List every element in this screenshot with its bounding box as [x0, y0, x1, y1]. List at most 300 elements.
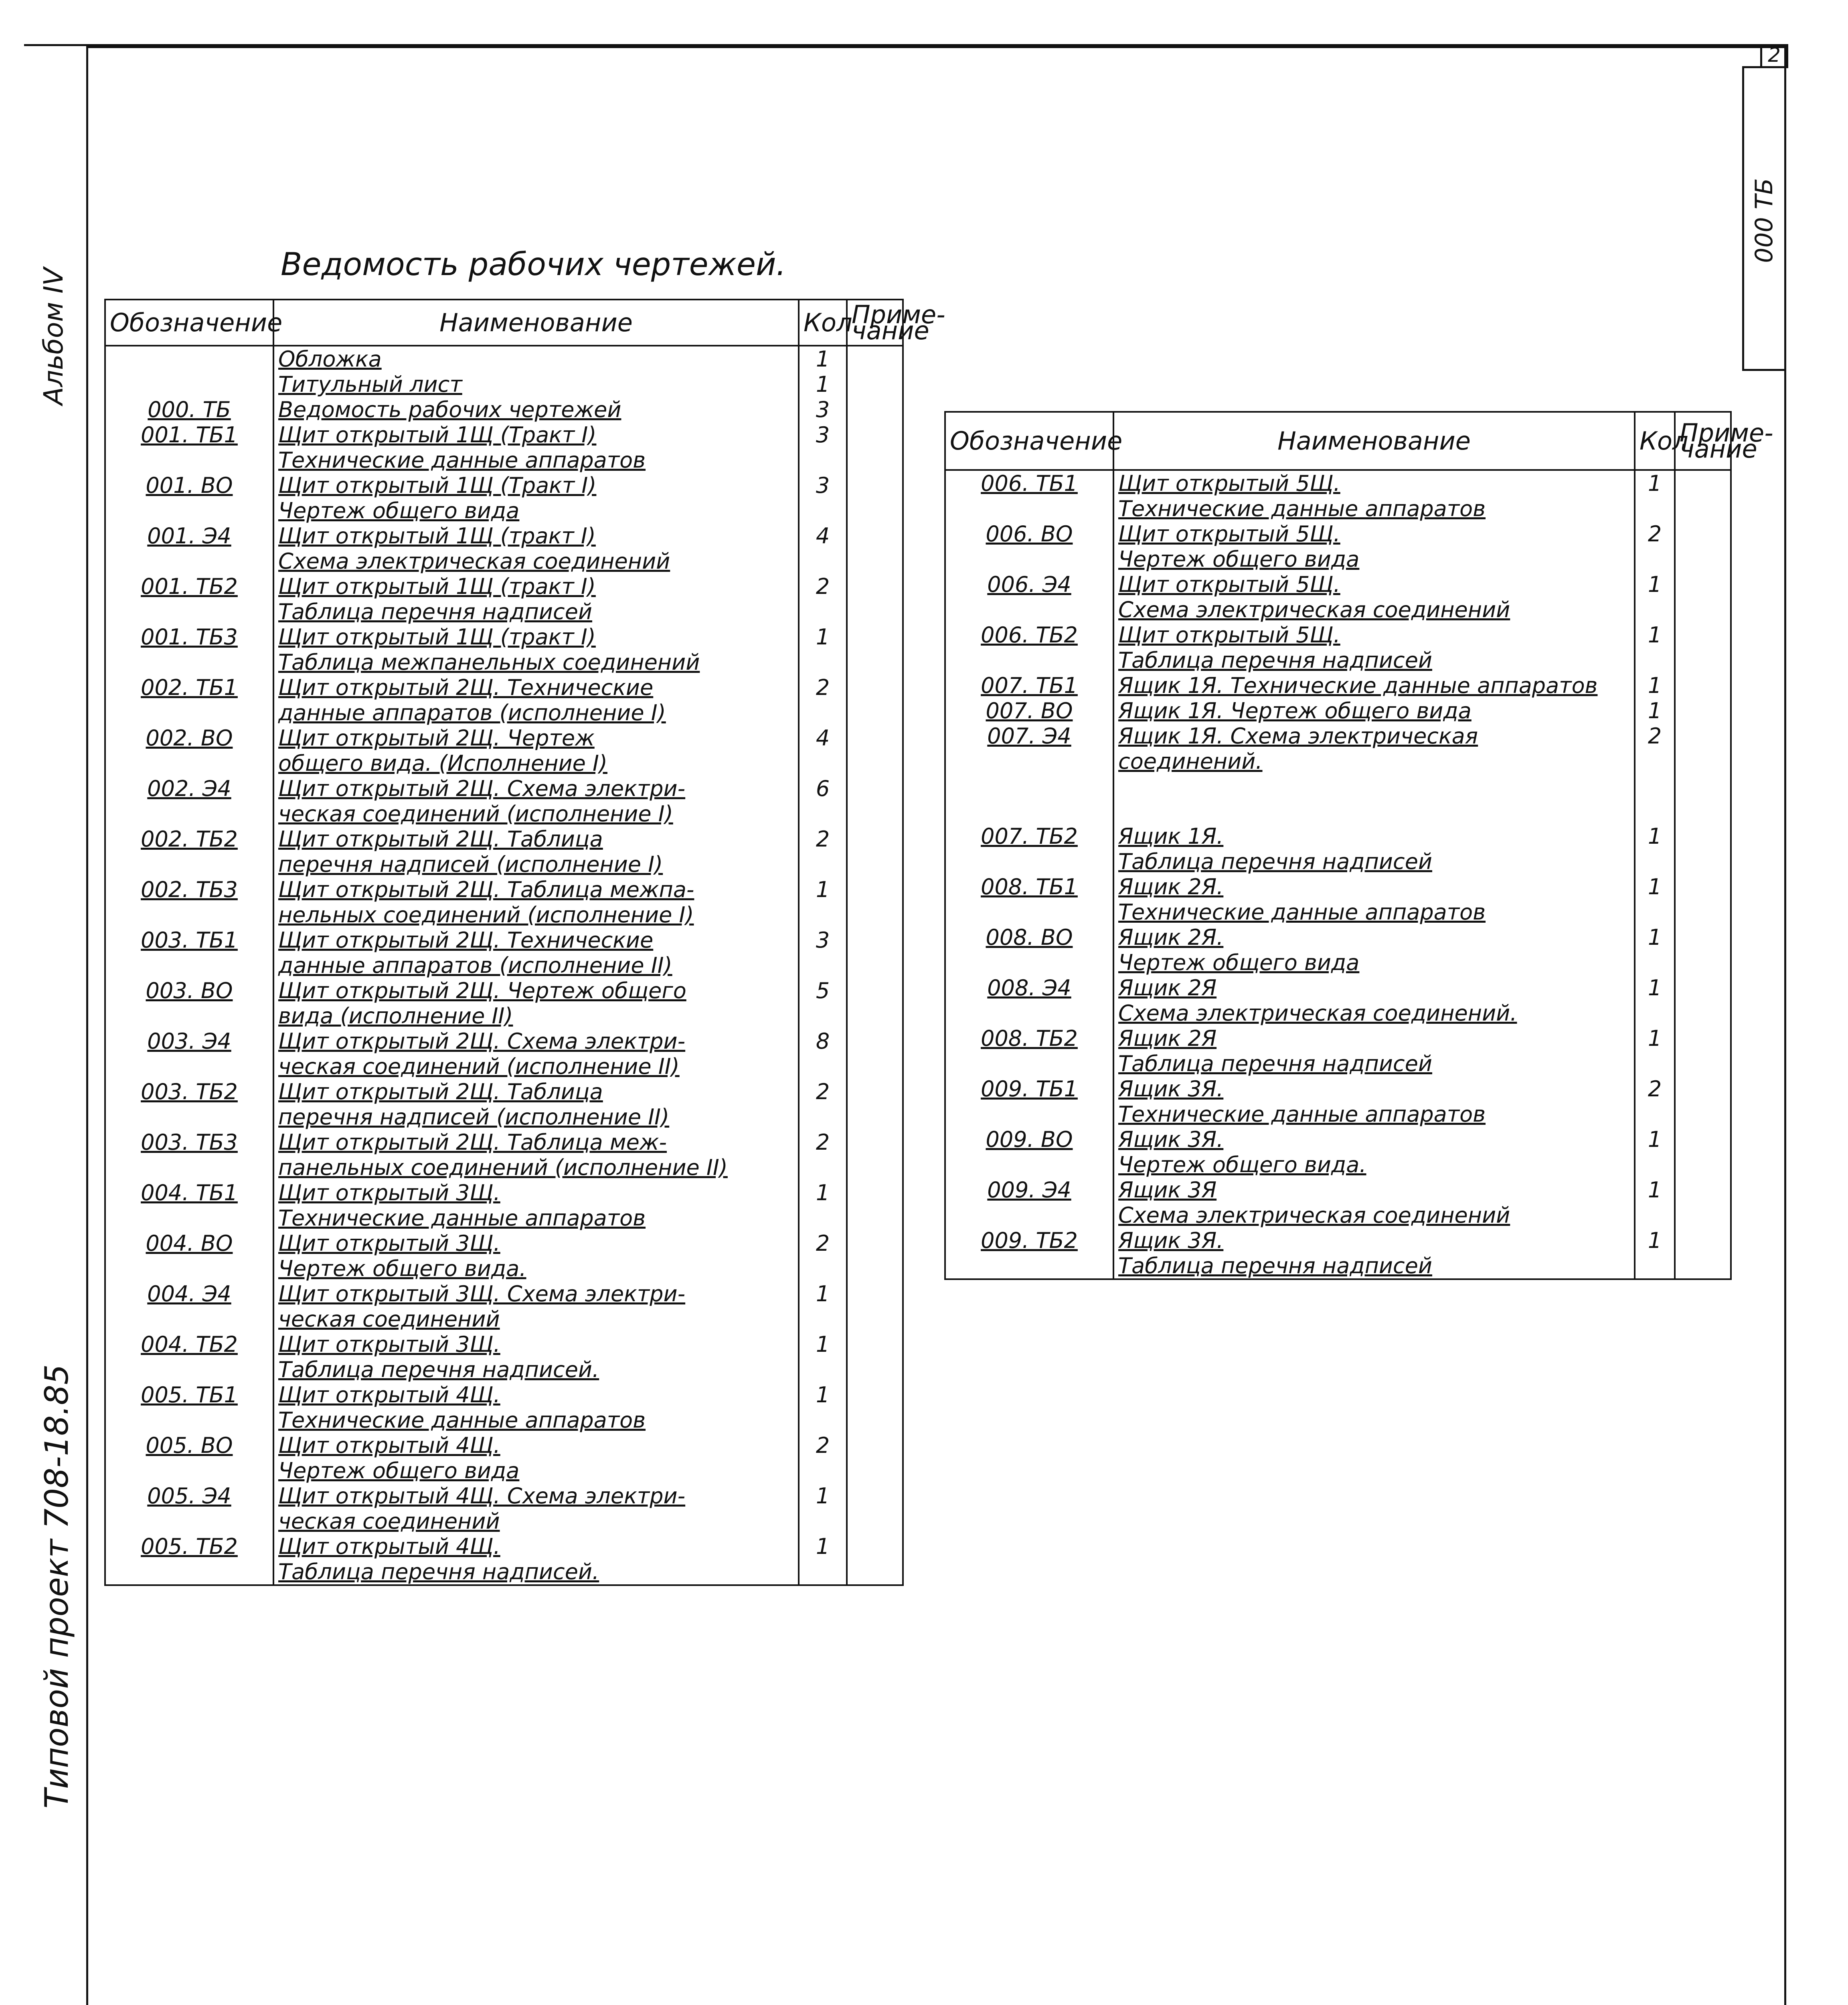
cell-name: Чертеж общего вида: [273, 1458, 799, 1483]
cell-code: [105, 650, 273, 675]
cell-code: [945, 496, 1113, 521]
table-row: [105, 1180, 903, 1205]
cell-name: Щит открытый 2Щ. Чертеж общего: [273, 978, 799, 1003]
cell-note: [847, 1130, 903, 1155]
cell-name: Таблица перечня надписей: [1113, 849, 1635, 874]
cell-name: ческая соединений (исполнение I): [273, 801, 799, 826]
table-row: [945, 749, 1731, 774]
cell-note: [1675, 975, 1731, 1000]
cell-name: Технические данные аппаратов: [1113, 899, 1635, 925]
cell-code: 007. ТБ2: [945, 824, 1113, 849]
cell-note: [1675, 1177, 1731, 1203]
cell-code: [105, 1458, 273, 1483]
cell-code: [105, 953, 273, 978]
cell-qty: [1635, 648, 1675, 673]
cell-code: [105, 852, 273, 877]
col-code: Обозначение: [105, 300, 273, 346]
cell-qty: [799, 700, 847, 725]
cell-name: Схема электрическая соединений: [273, 549, 799, 574]
cell-code: 003. Э4: [105, 1029, 273, 1054]
cell-note: [847, 397, 903, 422]
cell-qty: [799, 599, 847, 624]
table-row: [105, 928, 903, 953]
table-row: [105, 801, 903, 826]
cell-code: 006. ТБ1: [945, 470, 1113, 496]
table-row: [105, 1054, 903, 1079]
cell-name: перечня надписей (исполнение I): [273, 852, 799, 877]
cell-note: [847, 1357, 903, 1382]
cell-note: [847, 1003, 903, 1029]
cell-note: [1675, 899, 1731, 925]
cell-code: [105, 801, 273, 826]
cell-note: [1675, 799, 1731, 824]
table-row: [945, 899, 1731, 925]
cell-note: [847, 1382, 903, 1408]
table-row: [945, 1228, 1731, 1253]
cell-note: [1675, 597, 1731, 622]
cell-code: [105, 1104, 273, 1130]
cell-note: [1675, 1253, 1731, 1279]
cell-note: [1675, 1076, 1731, 1102]
cell-code: 007. ТБ1: [945, 673, 1113, 698]
cell-qty: 3: [799, 422, 847, 448]
cell-qty: [1635, 899, 1675, 925]
cell-name: Щит открытый 5Щ.: [1113, 622, 1635, 648]
cell-code: 001. ВО: [105, 473, 273, 498]
table-row: [105, 1458, 903, 1483]
table-row: [105, 650, 903, 675]
cell-note: [847, 1231, 903, 1256]
cell-name: [1113, 774, 1635, 799]
cell-name: Ящик 1Я. Технические данные аппаратов: [1113, 673, 1635, 698]
table-row: [945, 597, 1731, 622]
table-row: [945, 1177, 1731, 1203]
cell-note: [1675, 749, 1731, 774]
cell-note: [1675, 496, 1731, 521]
col-qty: Кол.: [799, 300, 847, 346]
cell-code: 007. Э4: [945, 723, 1113, 749]
table-row: [105, 1155, 903, 1180]
cell-name: Щит открытый 2Щ. Таблица: [273, 826, 799, 852]
cell-code: [105, 1408, 273, 1433]
cell-code: [105, 902, 273, 928]
cell-name: Ящик 3Я.: [1113, 1127, 1635, 1152]
cell-qty: [799, 1306, 847, 1332]
table-row: [105, 953, 903, 978]
cell-code: [105, 599, 273, 624]
cell-note: [847, 725, 903, 751]
cell-note: [847, 1029, 903, 1054]
cell-qty: 1: [799, 1382, 847, 1408]
cell-name: Ведомость рабочих чертежей: [273, 397, 799, 422]
table-row: [105, 1357, 903, 1382]
cell-qty: [1635, 1000, 1675, 1026]
cell-name: Щит открытый 1Щ (Тракт I): [273, 473, 799, 498]
table-row: [105, 1509, 903, 1534]
table-row: [945, 1000, 1731, 1026]
cell-name: Щит открытый 4Щ.: [273, 1534, 799, 1559]
cell-code: 004. ТБ2: [105, 1332, 273, 1357]
table-row: [945, 547, 1731, 572]
cell-code: 009. ТБ2: [945, 1228, 1113, 1253]
cell-qty: 2: [1635, 723, 1675, 749]
cell-code: [105, 549, 273, 574]
cell-code: [105, 448, 273, 473]
doc-code-vertical: 000 ТБ: [1750, 178, 1778, 263]
cell-code: 001. ТБ2: [105, 574, 273, 599]
cell-name: Схема электрическая соединений.: [1113, 1000, 1635, 1026]
cell-note: [847, 953, 903, 978]
cell-code: 006. ТБ2: [945, 622, 1113, 648]
cell-qty: 1: [1635, 1177, 1675, 1203]
cell-note: [847, 1408, 903, 1433]
cell-code: [105, 751, 273, 776]
cell-qty: [1635, 950, 1675, 975]
table-row: [945, 1026, 1731, 1051]
cell-name: Щит открытый 3Щ. Схема электри-: [273, 1281, 799, 1306]
cell-qty: 1: [1635, 925, 1675, 950]
cell-note: [847, 877, 903, 902]
cell-code: [105, 1306, 273, 1332]
cell-note: [1675, 622, 1731, 648]
cell-qty: 2: [799, 826, 847, 852]
table-row: [945, 470, 1731, 496]
cell-note: [1675, 1152, 1731, 1177]
table-row: [945, 799, 1731, 824]
cell-qty: [799, 751, 847, 776]
cell-qty: 3: [799, 473, 847, 498]
cell-name: Чертеж общего вида: [273, 498, 799, 523]
table-row: [105, 978, 903, 1003]
cell-note: [847, 346, 903, 372]
cell-code: 002. ТБ3: [105, 877, 273, 902]
cell-qty: [799, 549, 847, 574]
cell-name: нельных соединений (исполнение I): [273, 902, 799, 928]
cell-name: Щит открытый 3Щ.: [273, 1332, 799, 1357]
cell-qty: [1635, 749, 1675, 774]
cell-name: Таблица перечня надписей.: [273, 1559, 799, 1585]
cell-name: вида (исполнение II): [273, 1003, 799, 1029]
cell-code: [945, 899, 1113, 925]
cell-name: Щит открытый 3Щ.: [273, 1180, 799, 1205]
cell-code: 003. ТБ1: [105, 928, 273, 953]
cell-name: Ящик 1Я. Чертеж общего вида: [1113, 698, 1635, 723]
table-row: [945, 622, 1731, 648]
cell-note: [847, 928, 903, 953]
cell-qty: 2: [1635, 1076, 1675, 1102]
cell-qty: 1: [1635, 698, 1675, 723]
cell-qty: [799, 1104, 847, 1130]
cell-name: Щит открытый 2Щ. Схема электри-: [273, 776, 799, 801]
cell-code: [105, 346, 273, 372]
cell-code: [945, 1253, 1113, 1279]
cell-note: [847, 1483, 903, 1509]
cell-code: 008. ТБ2: [945, 1026, 1113, 1051]
cell-code: 005. ВО: [105, 1433, 273, 1458]
drawings-table-left: [104, 299, 945, 1586]
cell-qty: 1: [1635, 673, 1675, 698]
cell-name: Чертеж общего вида.: [273, 1256, 799, 1281]
cell-note: [847, 852, 903, 877]
cell-code: [945, 597, 1113, 622]
cell-code: 006. ВО: [945, 521, 1113, 547]
page-title: Ведомость рабочих чертежей.: [281, 247, 786, 283]
cell-name: Технические данные аппаратов: [273, 1408, 799, 1433]
cell-qty: [799, 650, 847, 675]
cell-code: [945, 648, 1113, 673]
cell-note: [847, 1433, 903, 1458]
cell-code: [945, 849, 1113, 874]
table-row: [105, 549, 903, 574]
cell-code: 001. Э4: [105, 523, 273, 549]
cell-note: [1675, 874, 1731, 899]
cell-code: 009. Э4: [945, 1177, 1113, 1203]
cell-name: ческая соединений (исполнение II): [273, 1054, 799, 1079]
cell-code: 001. ТБ3: [105, 624, 273, 650]
cell-name: перечня надписей (исполнение II): [273, 1104, 799, 1130]
cell-note: [847, 498, 903, 523]
table-row: [105, 1003, 903, 1029]
cell-name: Щит открытый 1Щ (тракт I): [273, 523, 799, 549]
cell-name: Щит открытый 5Щ.: [1113, 521, 1635, 547]
cell-qty: 1: [799, 624, 847, 650]
cell-qty: [1635, 849, 1675, 874]
table-row: [105, 498, 903, 523]
cell-name: Ящик 3Я: [1113, 1177, 1635, 1203]
cell-note: [1675, 849, 1731, 874]
cell-qty: 1: [799, 1483, 847, 1509]
col-name: Наименование: [1113, 412, 1635, 470]
cell-qty: [799, 902, 847, 928]
cell-qty: 2: [799, 1231, 847, 1256]
table-row: [105, 1433, 903, 1458]
cell-qty: 1: [1635, 470, 1675, 496]
cell-name: панельных соединений (исполнение II): [273, 1155, 799, 1180]
cell-name: [1113, 799, 1635, 824]
cell-code: [105, 1559, 273, 1585]
cell-code: 009. ВО: [945, 1127, 1113, 1152]
cell-code: [105, 1155, 273, 1180]
cell-note: [847, 675, 903, 700]
cell-code: 007. ВО: [945, 698, 1113, 723]
table-row: [945, 698, 1731, 723]
cell-qty: 1: [1635, 874, 1675, 899]
cell-code: [945, 1000, 1113, 1026]
cell-qty: 2: [1635, 521, 1675, 547]
cell-qty: 1: [799, 877, 847, 902]
cell-note: [847, 1079, 903, 1104]
cell-name: Обложка: [273, 346, 799, 372]
table-row: [945, 1253, 1731, 1279]
cell-name: Технические данные аппаратов: [273, 1205, 799, 1231]
cell-name: Ящик 3Я.: [1113, 1076, 1635, 1102]
cell-note: [847, 1332, 903, 1357]
cell-qty: [799, 801, 847, 826]
cell-qty: [799, 1054, 847, 1079]
table-row: [105, 1332, 903, 1357]
cell-note: [847, 801, 903, 826]
table-row: [105, 372, 903, 397]
cell-name: общего вида. (Исполнение I): [273, 751, 799, 776]
cell-code: [105, 1509, 273, 1534]
table-row: [105, 1130, 903, 1155]
cell-name: Титульный лист: [273, 372, 799, 397]
col-note: Приме-чание: [1675, 412, 1731, 470]
cell-note: [847, 599, 903, 624]
cell-code: 004. ВО: [105, 1231, 273, 1256]
cell-code: [945, 1152, 1113, 1177]
cell-name: Чертеж общего вида.: [1113, 1152, 1635, 1177]
cell-qty: 1: [1635, 1026, 1675, 1051]
table-row: [105, 422, 903, 448]
table-row: [105, 877, 903, 902]
cell-note: [847, 1458, 903, 1483]
table-row: [105, 523, 903, 549]
cell-name: Технические данные аппаратов: [273, 448, 799, 473]
cell-name: Схема электрическая соединений: [1113, 597, 1635, 622]
cell-name: Ящик 2Я.: [1113, 874, 1635, 899]
cell-code: [945, 799, 1113, 824]
cell-name: Щит открытый 4Щ.: [273, 1433, 799, 1458]
table-row: [105, 725, 903, 751]
cell-note: [847, 650, 903, 675]
table-row: [105, 826, 903, 852]
cell-name: Щит открытый 1Щ (тракт I): [273, 574, 799, 599]
cell-note: [1675, 648, 1731, 673]
cell-name: Таблица перечня надписей: [273, 599, 799, 624]
cell-note: [1675, 1228, 1731, 1253]
table-row: [105, 1205, 903, 1231]
cell-qty: 1: [1635, 572, 1675, 597]
cell-note: [1675, 521, 1731, 547]
cell-note: [847, 1155, 903, 1180]
table-row: [105, 700, 903, 725]
cell-qty: [1635, 597, 1675, 622]
table-row: [105, 1256, 903, 1281]
cell-code: 002. ТБ1: [105, 675, 273, 700]
cell-note: [1675, 547, 1731, 572]
cell-note: [847, 1306, 903, 1332]
cell-code: [105, 1205, 273, 1231]
table-row: [105, 852, 903, 877]
cell-qty: [1635, 1051, 1675, 1076]
cell-note: [1675, 925, 1731, 950]
cell-qty: 1: [799, 1534, 847, 1559]
cell-code: 002. ВО: [105, 725, 273, 751]
table-row: [945, 1076, 1731, 1102]
cell-code: 002. ТБ2: [105, 826, 273, 852]
cell-qty: 3: [799, 397, 847, 422]
cell-note: [1675, 1026, 1731, 1051]
cell-qty: 1: [1635, 975, 1675, 1000]
cell-code: [105, 1357, 273, 1382]
cell-code: [105, 700, 273, 725]
cell-note: [847, 776, 903, 801]
cell-code: [945, 547, 1113, 572]
table-row: [105, 599, 903, 624]
cell-code: [105, 1054, 273, 1079]
cell-note: [847, 624, 903, 650]
cell-name: Щит открытый 2Щ. Чертеж: [273, 725, 799, 751]
cell-code: 009. ТБ1: [945, 1076, 1113, 1102]
table-row: [945, 1152, 1731, 1177]
table-row: [105, 776, 903, 801]
cell-qty: 3: [799, 928, 847, 953]
cell-note: [1675, 1000, 1731, 1026]
cell-qty: 5: [799, 978, 847, 1003]
cell-code: [945, 774, 1113, 799]
cell-note: [847, 1281, 903, 1306]
cell-name: Ящик 2Я: [1113, 975, 1635, 1000]
cell-qty: 2: [799, 1433, 847, 1458]
cell-note: [847, 1256, 903, 1281]
cell-note: [1675, 1203, 1731, 1228]
cell-qty: [799, 1357, 847, 1382]
cell-code: 008. ВО: [945, 925, 1113, 950]
cell-note: [847, 448, 903, 473]
table-row: [105, 1104, 903, 1130]
cell-note: [1675, 824, 1731, 849]
cell-note: [847, 826, 903, 852]
cell-name: Таблица межпанельных соединений: [273, 650, 799, 675]
cell-name: Щит открытый 5Щ.: [1113, 572, 1635, 597]
cell-qty: [799, 1003, 847, 1029]
cell-note: [847, 1104, 903, 1130]
cell-note: [847, 549, 903, 574]
cell-qty: 2: [799, 1079, 847, 1104]
table-row: [945, 1102, 1731, 1127]
cell-code: [945, 1051, 1113, 1076]
table-row: [105, 346, 903, 372]
table-row: [105, 902, 903, 928]
cell-note: [847, 1509, 903, 1534]
cell-qty: [1635, 496, 1675, 521]
table-row: [945, 673, 1731, 698]
cell-code: [105, 1256, 273, 1281]
cell-code: [945, 950, 1113, 975]
table-row: [105, 1483, 903, 1509]
cell-qty: 1: [799, 372, 847, 397]
cell-qty: 1: [1635, 1228, 1675, 1253]
cell-name: Щит открытый 2Щ. Таблица: [273, 1079, 799, 1104]
cell-note: [847, 1534, 903, 1559]
cell-name: Щит открытый 2Щ. Схема электри-: [273, 1029, 799, 1054]
table-row: [105, 675, 903, 700]
cell-qty: 1: [799, 1332, 847, 1357]
cell-qty: 1: [1635, 622, 1675, 648]
top-right-doc-code-stamp: [1742, 66, 1786, 371]
cell-code: 005. ТБ1: [105, 1382, 273, 1408]
cell-note: [1675, 673, 1731, 698]
cell-code: 003. ВО: [105, 978, 273, 1003]
table-row: [105, 1382, 903, 1408]
table-row: [945, 723, 1731, 749]
table-row: [945, 572, 1731, 597]
cell-name: Чертеж общего вида: [1113, 547, 1635, 572]
cell-note: [1675, 723, 1731, 749]
cell-code: 005. ТБ2: [105, 1534, 273, 1559]
cell-qty: [1635, 1203, 1675, 1228]
cell-code: 000. ТБ: [105, 397, 273, 422]
table-row: [105, 574, 903, 599]
cell-note: [1675, 470, 1731, 496]
cell-code: 004. Э4: [105, 1281, 273, 1306]
table-row: [105, 1306, 903, 1332]
cell-qty: [799, 1458, 847, 1483]
cell-note: [847, 978, 903, 1003]
cell-note: [847, 574, 903, 599]
table-row: [945, 1203, 1731, 1228]
